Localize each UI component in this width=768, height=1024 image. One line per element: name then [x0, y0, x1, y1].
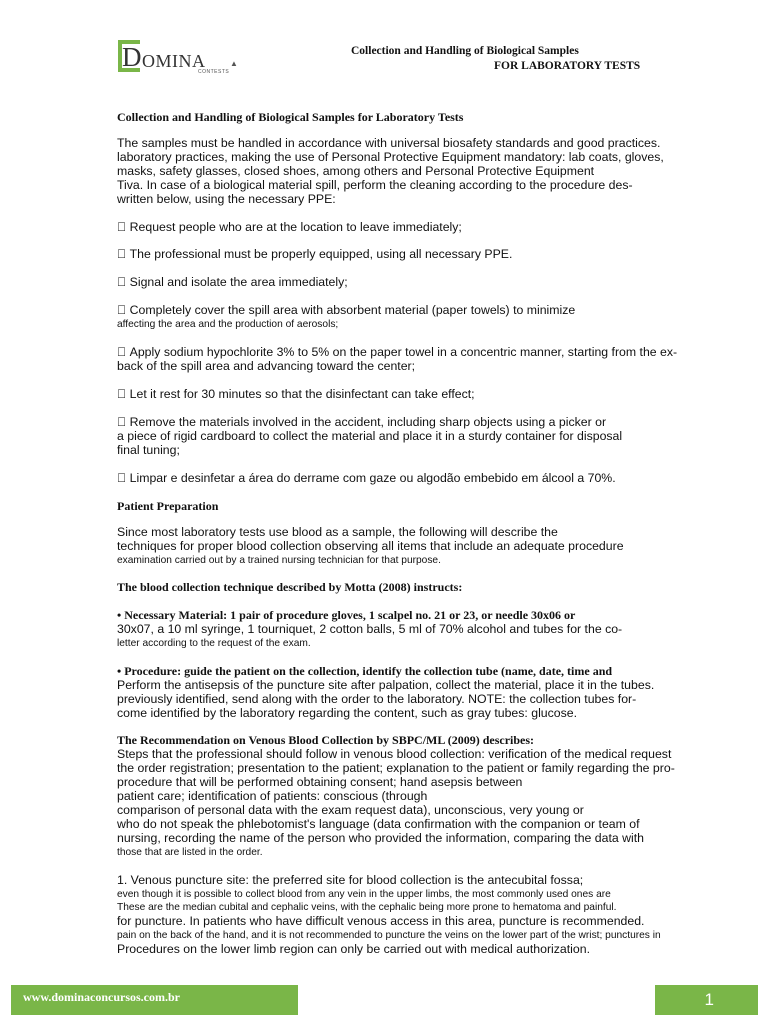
header-title-line2: FOR LABORATORY TESTS	[494, 60, 641, 72]
paragraph-line: comparison of personal data with the exam request data), unconscious, very young or	[117, 803, 584, 817]
intro-line: laboratory practices, making the use of Personal Protective Equipment mandatory: lab coats, gloves,	[117, 149, 664, 164]
footer-url[interactable]: www.dominaconcursos.com.br	[23, 990, 181, 1004]
header-title-line1: Collection and Handling of Biological Samples	[351, 45, 579, 57]
footer-page-box	[655, 985, 758, 1015]
intro-line: written below, using the necessary PPE:	[117, 191, 336, 206]
paragraph-line: those that are listed in the order.	[117, 846, 263, 858]
step-line: back of the spill area and advancing toward the center;	[117, 358, 416, 373]
patient-prep-paragraph	[117, 526, 697, 568]
paragraph-line: letter according to the request of the exam.	[117, 637, 311, 649]
step-line: affecting the area and the production of aerosols;	[117, 319, 339, 331]
paragraph-line: Perform the antisepsis of the puncture site after palpation, collect the material, place it in the tubes.	[117, 677, 655, 692]
material-heading-line: • Necessary Material: 1 pair of procedure gloves, 1 scalpel no. 21 or 23, or needle 30x06 or	[117, 608, 576, 623]
paragraph-line: techniques for proper blood collection observing all items that include an adequate procedure	[117, 539, 624, 554]
material-paragraph	[117, 609, 697, 651]
step-item	[117, 248, 697, 262]
paragraph-line: These are the median cubital and cephalic veins, with the cephalic being more prone to hematoma and painful.	[117, 902, 617, 914]
logo-wordmark: OMINA	[142, 51, 206, 71]
step-line: Let it rest for 30 minutes so that the disinfectant can take effect;	[117, 386, 462, 401]
document-title: Collection and Handling of Biological Samples for Laboratory Tests	[117, 110, 464, 124]
step-item	[117, 221, 697, 235]
step-line: The professional must be properly equipped, using all necessary PPE.	[117, 247, 500, 262]
step-line: Limpar e desinfetar a área do derrame com gaze ou algodão embebido em álcool a 70%.	[117, 470, 604, 485]
paragraph-line: previously identified, send along with the order to the laboratory. NOTE: the collection tubes for-	[117, 691, 637, 706]
paragraph-line: examination carried out by a trained nursing technician for that purpose.	[117, 555, 441, 567]
intro-line: masks, safety glasses, closed shoes, among others and Personal Protective Equipment	[117, 163, 595, 178]
step-line: Signal and isolate the area immediately;	[117, 275, 336, 290]
sbpc-heading: The Recommendation on Venous Blood Collection by SBPC/ML (2009) describes:	[117, 733, 535, 748]
paragraph-line: pain on the back of the hand, and it is not recommended to puncture the veins on the lower part of the wrist; punctures in	[117, 930, 661, 942]
step-line: final tuning;	[117, 442, 180, 457]
paragraph-line: 30x07, a 10 ml syringe, 1 tourniquet, 2 cotton balls, 5 ml of 70% alcohol and tubes for the co-	[117, 622, 623, 637]
logo-triangle-icon: ▲	[230, 59, 238, 68]
paragraph-line: come identified by the laboratory regarding the content, such as gray tubes: glucose.	[117, 705, 578, 720]
paragraph-line: patient care; identification of patients: conscious (through	[117, 789, 428, 804]
step-line: Completely cover the spill area with absorbent material (paper towels) to minimize	[117, 303, 563, 318]
footer-url-bar	[11, 985, 298, 1015]
step-item	[117, 472, 697, 486]
procedure-heading-line: • Procedure: guide the patient on the collection, identify the collection tube (name, date, time and	[117, 663, 613, 678]
intro-line: The samples must be handled in accordance with universal biosafety standards and good practices.	[117, 136, 661, 150]
procedure-paragraph	[117, 665, 697, 721]
logo-subtitle: CONTESTS	[198, 69, 230, 75]
paragraph-line: Steps that the professional should follow in venous blood collection: verification of the medical request	[117, 747, 672, 762]
document-body	[117, 110, 697, 957]
intro-paragraph	[117, 137, 697, 207]
step-line: Remove the materials involved in the accident, including sharp objects using a picker or	[117, 414, 594, 429]
paragraph-line: nursing, recording the name of the person who provided the information, comparing the data with	[117, 830, 645, 845]
step-item	[117, 416, 697, 458]
step-item	[117, 388, 697, 402]
paragraph-line: even though it is possible to collect blood from any vein in the upper limbs, the most commonly used ones are	[117, 888, 611, 900]
venous-paragraph	[117, 874, 697, 957]
paragraph-line: Since most laboratory tests use blood as a sample, the following will describe the	[117, 525, 558, 540]
paragraph-line: the order registration; presentation to the patient; explanation to the patient or family regarding the pro-	[117, 761, 675, 776]
motta-heading: The blood collection technique described by Motta (2008) instructs:	[117, 580, 463, 595]
intro-line: Tiva. In case of a biological material spill, perform the cleaning according to the procedure des-	[117, 177, 633, 192]
domina-logo	[118, 40, 238, 76]
step-line: Request people who are at the location to leave immediately;	[117, 219, 450, 234]
page-number: 1	[704, 990, 714, 1009]
patient-prep-heading: Patient Preparation	[117, 499, 219, 514]
step-item	[117, 304, 697, 332]
step-item	[117, 346, 697, 374]
step-line: a piece of rigid cardboard to collect the material and place it in a sturdy container for disposal	[117, 428, 623, 443]
sbpc-paragraph	[117, 734, 697, 859]
paragraph-line: 1. Venous puncture site: the preferred site for blood collection is the antecubital fossa;	[117, 872, 584, 887]
logo-letter: D	[122, 42, 142, 72]
paragraph-line: Procedures on the lower limb region can only be carried out with medical authorization.	[117, 942, 590, 957]
paragraph-line: who do not speak the phlebotomist's language (data confirmation with the companion or team of	[117, 816, 640, 831]
paragraph-line: procedure that will be performed obtaining consent; hand asepsis between	[117, 775, 523, 790]
step-item	[117, 276, 697, 290]
paragraph-line: for puncture. In patients who have difficult venous access in this area, puncture is recommended.	[117, 914, 645, 929]
step-line: Apply sodium hypochlorite 3% to 5% on the paper towel in a concentric manner, starting from the ex-	[117, 345, 665, 360]
